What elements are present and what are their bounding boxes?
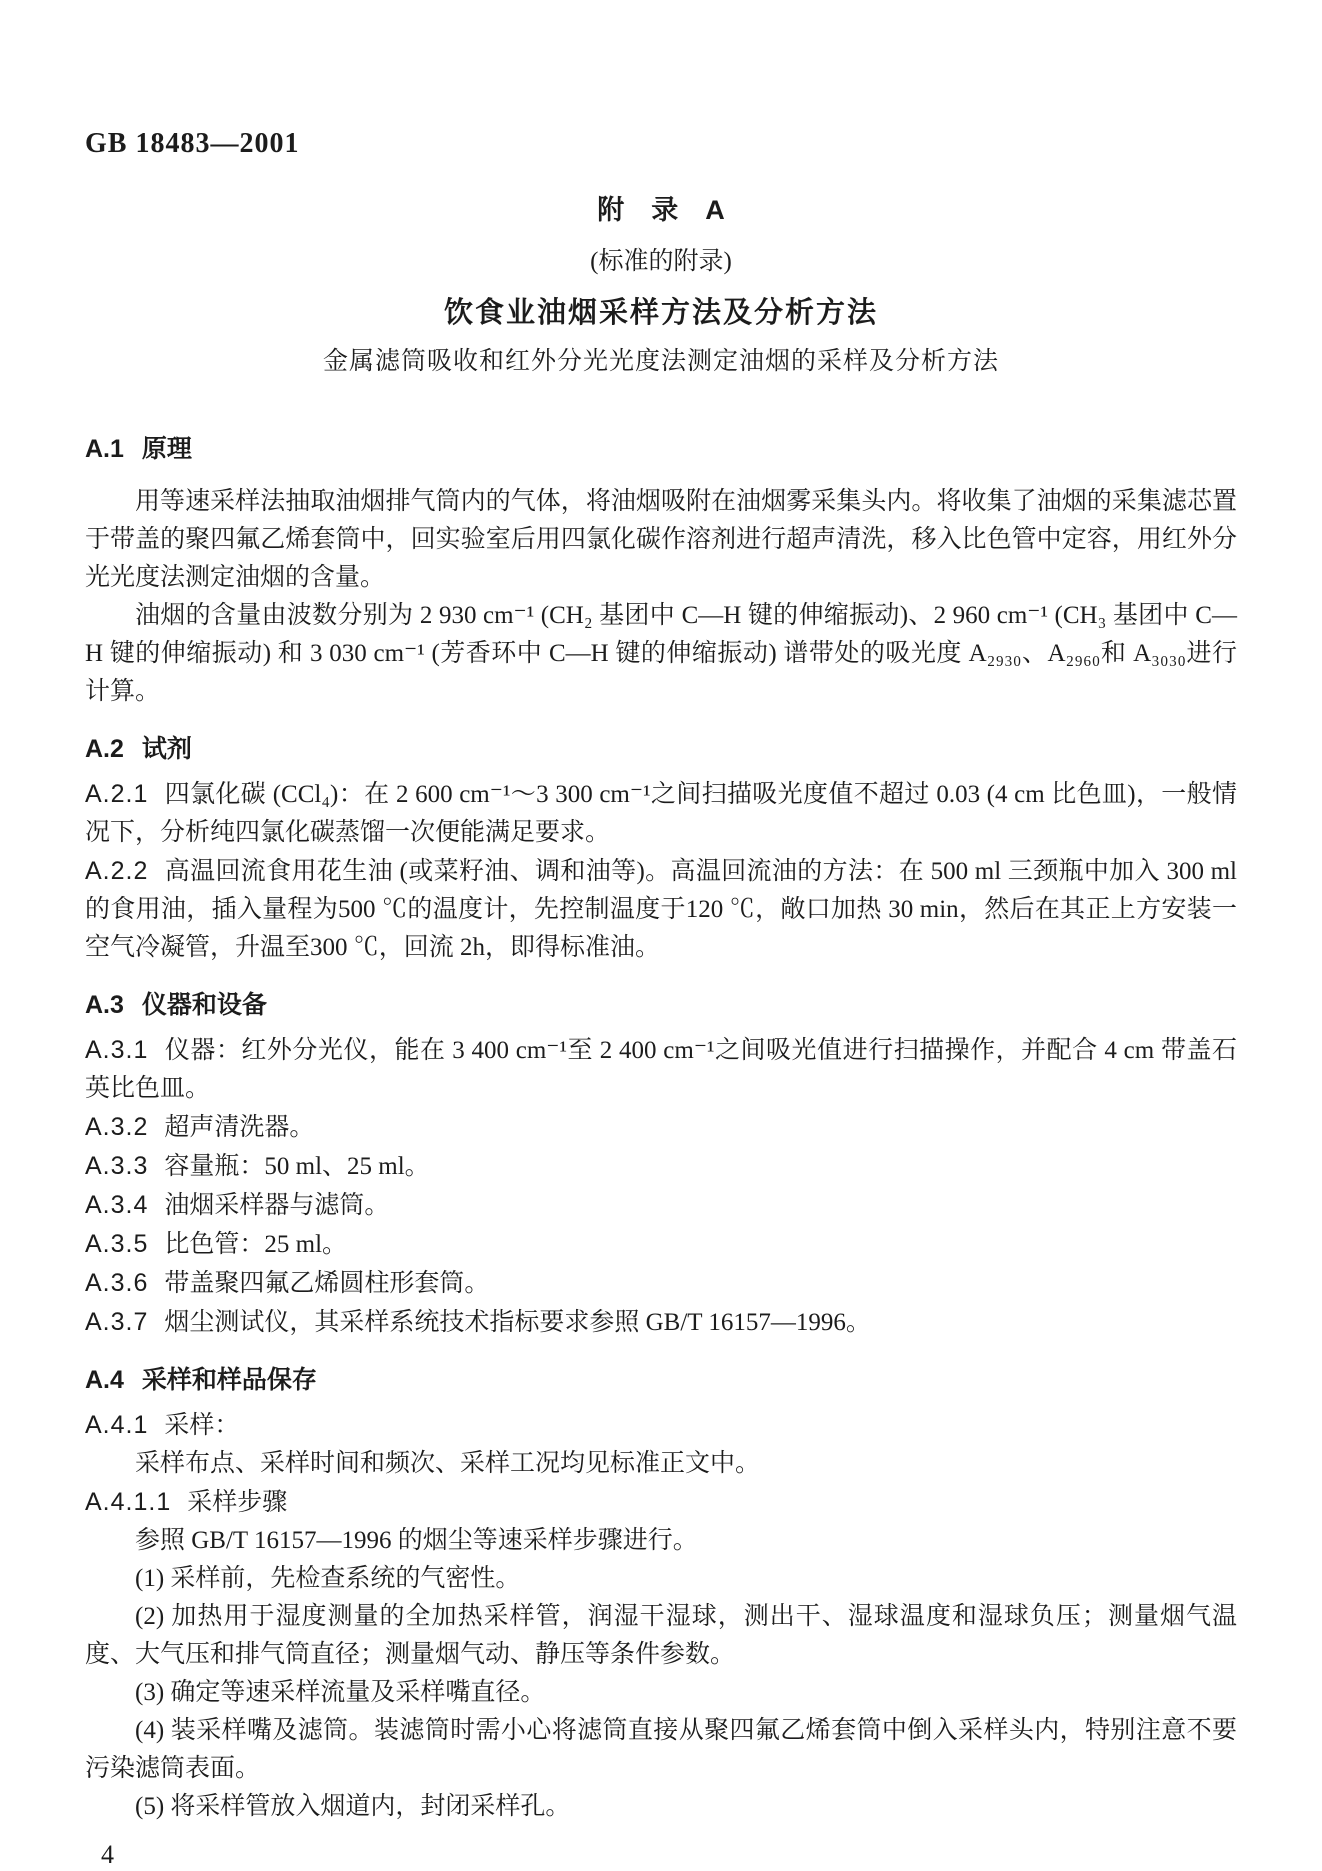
section-title: 试剂 [141,735,192,763]
clause-text: 烟尘测试仪，其采样系统技术指标要求参照 GB/T 16157—1996。 [164,1309,871,1336]
clause-a3-7 [85,1303,1237,1342]
document-subtitle: 金属滤筒吸收和红外分光光度法测定油烟的采样及分析方法 [322,348,999,375]
clause-number: A.4.1 [85,1411,149,1439]
clause-text: 比色管：25 ml。 [164,1231,348,1258]
step-item-2: (2) 加热用于湿度测量的全加热采样管，润湿干湿球，测出干、湿球温度和湿球负压；测量烟气温度、大气压和排气筒直径；测量烟气动、静压等条件参数。 [85,1603,1237,1668]
clause-a2-1 [85,775,1237,852]
paragraph-a1-1: 用等速采样法抽取油烟排气筒内的气体，将油烟吸附在油烟雾采集头内。将收集了油烟的采集滤芯置于带盖的聚四氟乙烯套筒中，回实验室后用四氯化碳作溶剂进行超声清洗，移入比色管中定容，用红外分光光度法测定油烟的含量。 [85,488,1237,591]
section-heading-a3 [85,989,1237,1021]
step-item-1: (1) 采样前，先检查系统的气密性。 [135,1565,521,1592]
clause-text: 带盖聚四氟乙烯圆柱形套筒。 [164,1270,490,1297]
clause-text: 油烟采样器与滤筒。 [164,1192,390,1219]
clause-text: 仪器：红外分光仪，能在 3 400 cm⁻¹至 2 400 cm⁻¹之间吸光值进行扫描操作，并配合 4 cm 带盖石英比色皿。 [85,1037,1237,1102]
section-number: A.4 [85,1366,124,1394]
clause-a3-1 [85,1031,1237,1108]
clause-a4-1 [85,1406,1237,1445]
paragraph-a1-2: 油烟的含量由波数分别为 2 930 cm⁻¹ (CH₂ 基团中 C—H 键的伸缩振动)、2 960 cm⁻¹ (CH₃ 基团中 C—H 键的伸缩振动) 和 3 030 cm⁻¹ (芳香环中 C—H 键的伸缩振动) 谱带处的吸光度 A₂₉₃₀、A₂₉₆₀和 A₃₀₃₀进行计算。 [85,602,1237,705]
document-title: 饮食业油烟采样方法及分析方法 [443,297,878,329]
section-title: 仪器和设备 [141,991,267,1019]
page-number: 4 [101,1840,114,1869]
section-number: A.1 [85,435,124,463]
clause-number: A.3.5 [85,1230,149,1258]
clause-a3-3 [85,1147,1237,1186]
section-title: 采样和样品保存 [141,1366,317,1394]
clause-text: 容量瓶：50 ml、25 ml。 [164,1153,430,1180]
step-item-5: (5) 将采样管放入烟道内，封闭采样孔。 [135,1793,571,1820]
clause-number: A.3.6 [85,1269,149,1297]
clause-number: A.3.7 [85,1308,149,1336]
clause-number: A.2.2 [85,857,149,885]
clause-text: 超声清洗器。 [164,1114,315,1141]
section-number: A.2 [85,735,124,763]
clause-number: A.2.1 [85,780,149,808]
section-number: A.3 [85,991,124,1019]
clause-text: 四氯化碳 (CCl₄)：在 2 600 cm⁻¹～3 300 cm⁻¹之间扫描吸光度值不超过 0.03 (4 cm 比色皿)，一般情况下，分析纯四氯化碳蒸馏一次便能满足要求。 [85,781,1237,846]
appendix-note: (标准的附录) [590,248,732,275]
clause-number: A.3.2 [85,1113,149,1141]
appendix-label: 附 录 A [597,195,725,225]
clause-a4-1-1-intro: 参照 GB/T 16157—1996 的烟尘等速采样步骤进行。 [135,1527,698,1554]
clause-number: A.3.4 [85,1191,149,1219]
section-heading-a4 [85,1364,1237,1396]
clause-number: A.3.1 [85,1036,149,1064]
clause-number: A.3.3 [85,1152,149,1180]
clause-a3-2 [85,1108,1237,1147]
clause-a3-5 [85,1225,1237,1264]
step-item-4: (4) 装采样嘴及滤筒。装滤筒时需小心将滤筒直接从聚四氟乙烯套筒中倒入采样头内，特别注意不要污染滤筒表面。 [85,1717,1237,1782]
clause-a3-4 [85,1186,1237,1225]
section-heading-a1 [85,433,1237,465]
section-heading-a2 [85,733,1237,765]
standard-code-header: GB 18483—2001 [85,128,300,159]
page-content [85,0,1237,1870]
clause-number: A.4.1.1 [85,1488,172,1516]
clause-a3-6 [85,1264,1237,1303]
clause-a4-1-note: 采样布点、采样时间和频次、采样工况均见标准正文中。 [135,1450,761,1477]
clause-a2-2 [85,852,1237,967]
clause-text: 高温回流食用花生油 (或菜籽油、调和油等)。高温回流油的方法：在 500 ml 三颈瓶中加入 300 ml 的食用油，插入量程为500 ℃的温度计，先控制温度于120 ℃，敞口加热 30 min，然后在其正上方安装一空气冷凝管，升温至300 ℃，回流 2h，即得标准油。 [85,858,1237,961]
section-title: 原理 [141,435,192,463]
clause-title: 采样： [164,1412,240,1439]
step-item-3: (3) 确定等速采样流量及采样嘴直径。 [135,1679,546,1706]
clause-title: 采样步骤 [187,1488,288,1516]
clause-a4-1-1 [85,1483,1237,1522]
